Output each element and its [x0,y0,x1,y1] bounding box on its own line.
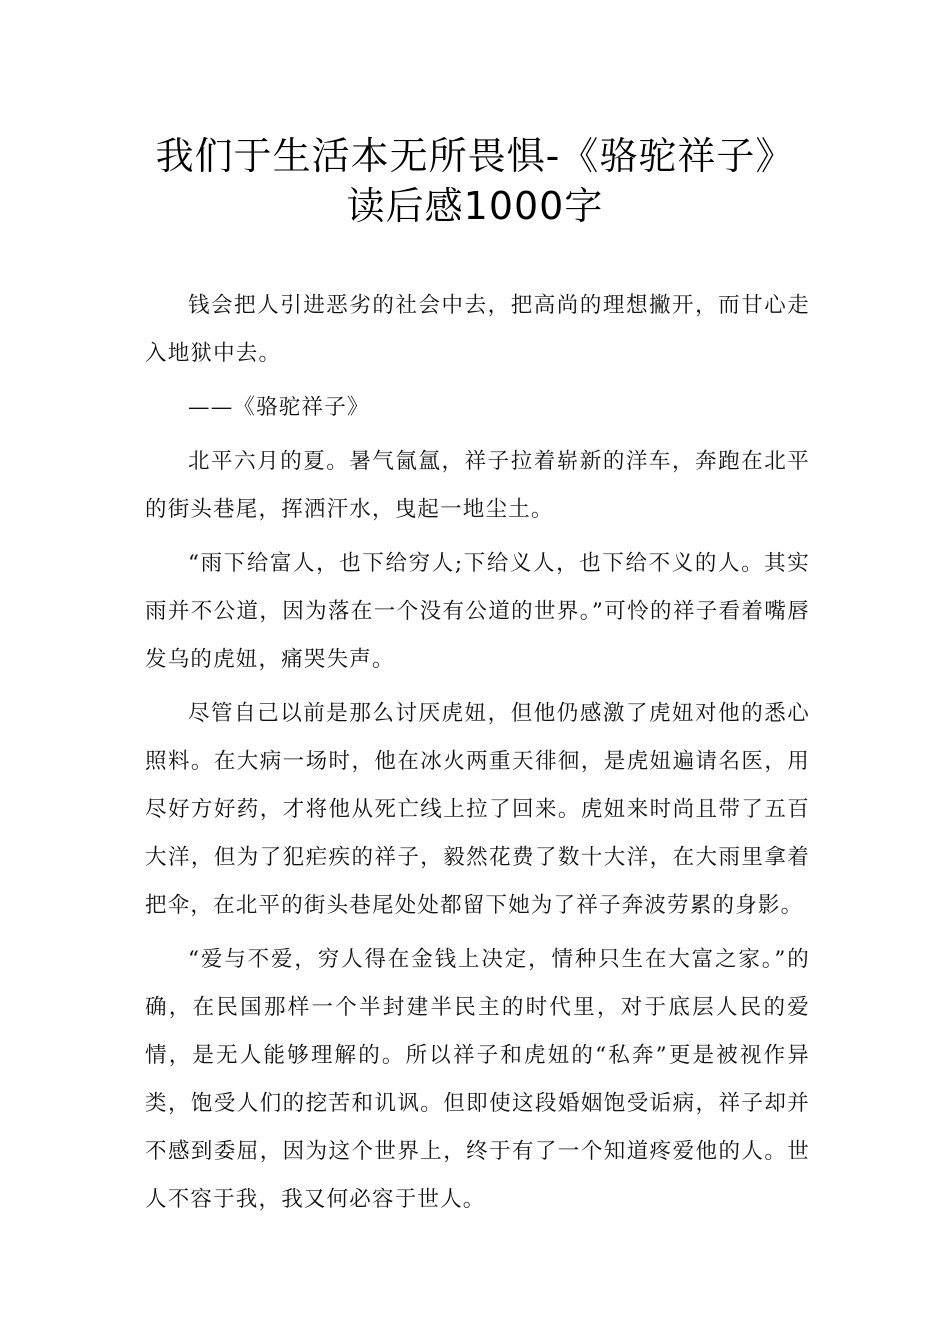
document-body [145,282,810,1230]
document-title-line-2: 读后感1000字 [346,184,604,228]
paragraph: “爱与不爱，穷人得在金钱上决定，情种只生在大富之家。”的确，在民国那样一个半封建半民主的时代里，对于底层人民的爱情，是无人能够理解的。所以祥子和虎妞的“私奔”更是被视作异类，饱受人们的挖苦和讥讽。但即使这段婚姻饱受诟病，祥子却并不感到委屈，因为这个世界上，终于有了一个知道疼爱他的人。世人不容于我，我又何必容于世人。 [145,947,810,1212]
paragraph: “雨下给富人，也下给穷人;下给义人，也下给不义的人。其实雨并不公道，因为落在一个没有公道的世界。”可怜的祥子看着嘴唇发乌的虎妞，痛哭失声。 [145,551,810,672]
paragraph: 北平六月的夏。暑气氤氲，祥子拉着崭新的洋车，奔跑在北平的街头巷尾，挥洒汗水，曳起一地尘土。 [145,449,810,522]
paragraph-quote: 钱会把人引进恶劣的社会中去，把高尚的理想撇开，而甘心走入地狱中去。 [145,293,810,366]
document-title-line-1: 我们于生活本无所畏惧-《骆驼祥子》 [155,134,795,178]
paragraph: 尽管自己以前是那么讨厌虎妞，但他仍感激了虎妞对他的悉心照料。在大病一场时，他在冰火两重天徘徊，是虎妞遍请名医，用尽好方好药，才将他从死亡线上拉了回来。虎妞来时尚且带了五百大洋，但为了犯疟疾的祥子，毅然花费了数十大洋，在大雨里拿着把伞，在北平的街头巷尾处处都留下她为了祥子奔波劳累的身影。 [145,701,810,918]
paragraph-attribution: ——《骆驼祥子》 [188,395,370,420]
